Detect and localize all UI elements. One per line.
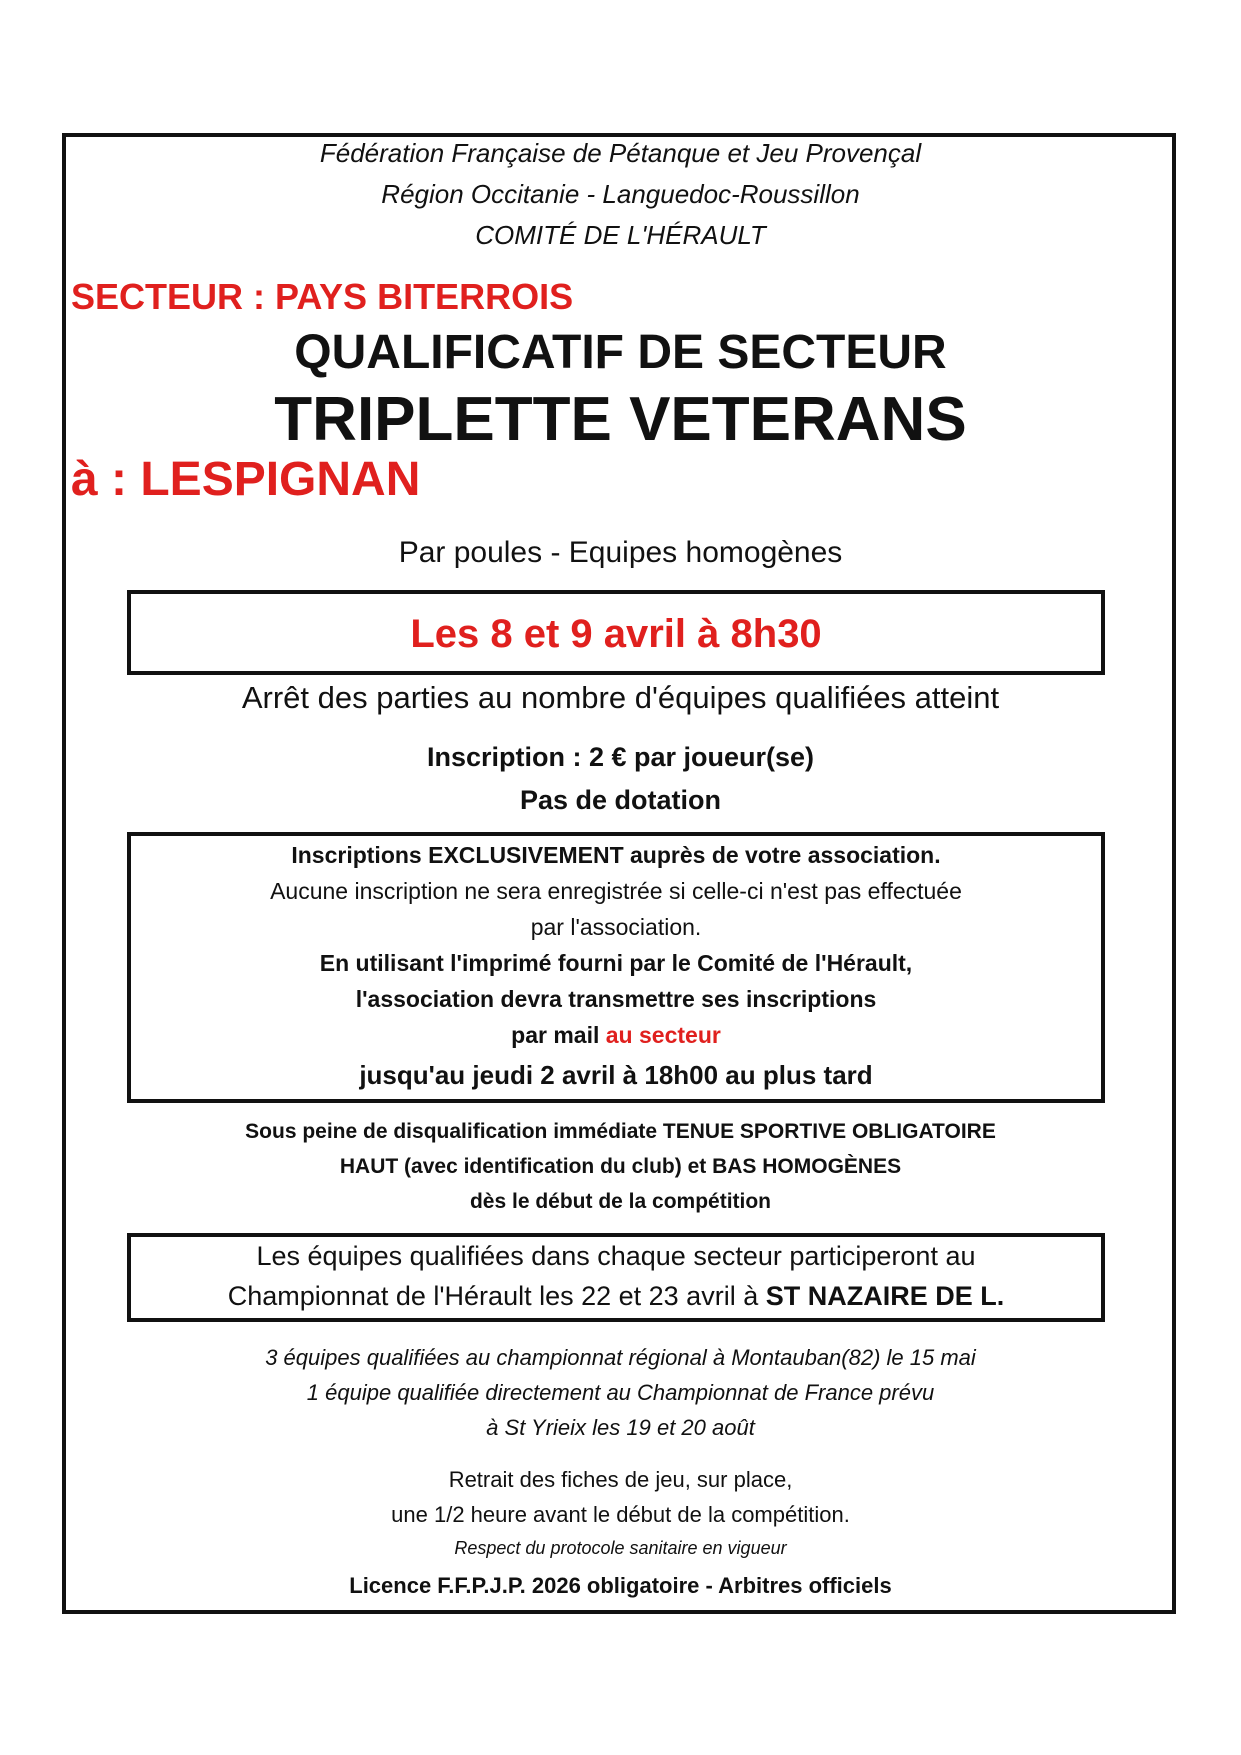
inscription-fee: Inscription : 2 € par joueur(se) — [426, 742, 815, 772]
retrait-line2: une 1/2 heure avant le début de la compétition. — [391, 1502, 850, 1527]
date-box — [127, 590, 1105, 675]
lieu-label: à : LESPIGNAN — [71, 453, 421, 506]
inscriptions-line6-prefix: par mail — [511, 1022, 606, 1048]
tenue-line3: dès le début de la compétition — [469, 1190, 772, 1213]
federation-name: Fédération Française de Pétanque et Jeu Provençal — [319, 138, 922, 168]
protocole-text: Respect du protocole sanitaire en vigueur — [454, 1538, 787, 1558]
inscriptions-line1: Inscriptions EXCLUSIVEMENT auprès de votre association. — [291, 842, 941, 868]
dotation-text: Pas de dotation — [519, 785, 722, 815]
secteur-label: SECTEUR : PAYS BITERROIS — [71, 276, 574, 317]
region-name: Région Occitanie - Languedoc-Roussillon — [381, 179, 860, 209]
title-triplette: TRIPLETTE VETERANS — [274, 385, 967, 454]
championnat-box — [127, 1233, 1105, 1322]
championnat-line1: Les équipes qualifiées dans chaque secteur participeront au — [256, 1241, 976, 1271]
title-qualificatif: QUALIFICATIF DE SECTEUR — [294, 326, 947, 379]
championnat-line2-prefix: Championnat de l'Hérault les 22 et 23 avril à — [227, 1281, 766, 1311]
qualif-line3: à St Yrieix les 19 et 20 août — [486, 1415, 755, 1440]
date-text: Les 8 et 9 avril à 8h30 — [410, 612, 822, 656]
retrait-line1: Retrait des fiches de jeu, sur place, — [448, 1467, 793, 1492]
qualif-line2: 1 équipe qualifiée directement au Championnat de France prévu — [306, 1380, 935, 1405]
qualif-line1: 3 équipes qualifiées au championnat régional à Montauban(82) le 15 mai — [265, 1345, 976, 1370]
inscriptions-box — [127, 832, 1105, 1103]
arret-text: Arrêt des parties au nombre d'équipes qualifiées atteint — [241, 680, 1000, 715]
format-text: Par poules - Equipes homogènes — [398, 536, 843, 569]
championnat-venue: ST NAZAIRE DE L. — [765, 1281, 1005, 1311]
au-secteur-text: au secteur — [605, 1022, 721, 1048]
tenue-line2: HAUT (avec identification du club) et BAS HOMOGÈNES — [339, 1155, 902, 1178]
inscriptions-line6 — [131, 1022, 1101, 1049]
championnat-line2 — [131, 1281, 1101, 1312]
tenue-line1: Sous peine de disqualification immédiate TENUE SPORTIVE OBLIGATOIRE — [245, 1120, 996, 1143]
inscriptions-line2: Aucune inscription ne sera enregistrée si celle-ci n'est pas effectuée — [270, 878, 962, 904]
inscriptions-line4: En utilisant l'imprimé fourni par le Comité de l'Hérault, — [319, 950, 913, 976]
comite-name: COMITÉ DE L'HÉRAULT — [475, 220, 766, 250]
inscriptions-line5: l'association devra transmettre ses inscriptions — [355, 986, 877, 1012]
inscriptions-line3: par l'association. — [530, 914, 702, 940]
inscriptions-deadline: jusqu'au jeudi 2 avril à 18h00 au plus tard — [359, 1060, 873, 1090]
licence-text: Licence F.F.P.J.P. 2026 obligatoire - Arbitres officiels — [349, 1573, 892, 1598]
